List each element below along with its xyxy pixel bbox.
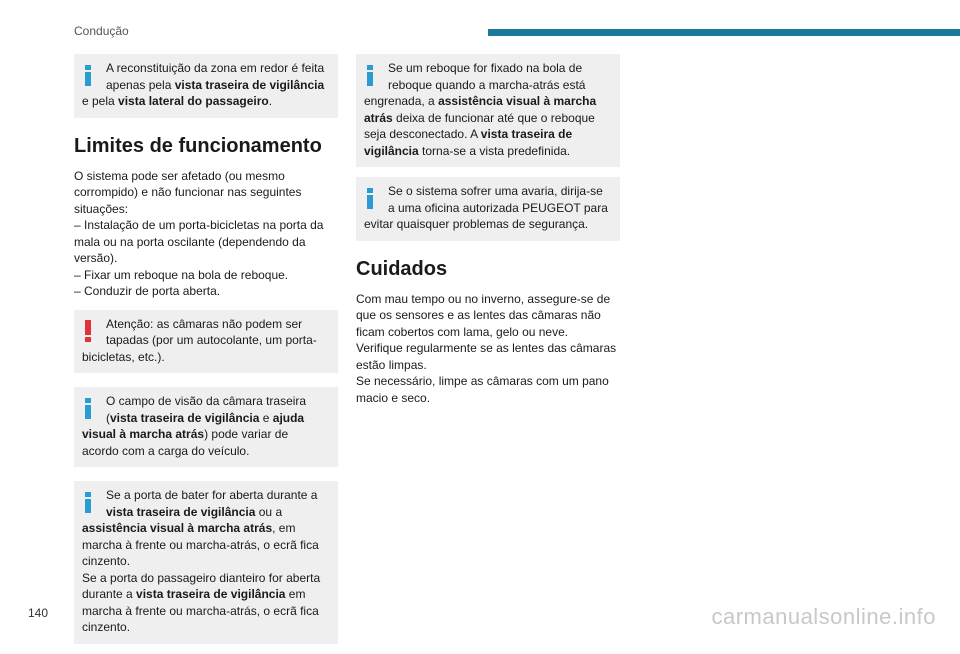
info-icon — [84, 492, 92, 512]
limits-intro: O sistema pode ser afetado (ou mesmo corrompido) e não funcionar nas seguintes situações: — [74, 168, 302, 216]
right-column — [356, 54, 620, 412]
info-note-field-of-view: O campo de visão da câmara traseira (vista traseira de vigilância e ajuda visual à marcha atrás) pode variar de acordo com a carga do veículo. — [74, 387, 338, 467]
info-note-trailer: Se um reboque for fixado na bola de reboque quando a marcha-atrás está engrenada, a assistência visual à marcha atrás deixa de funcionar até que o reboque seja desconectado. A vista traseira de vigilância torna-se a vista predefinida. — [356, 54, 620, 167]
info-icon — [366, 65, 374, 85]
section-title: Condução — [74, 24, 129, 38]
left-column — [74, 54, 338, 654]
info-icon — [84, 65, 92, 85]
watermark-text: carmanualsonline.info — [711, 604, 936, 629]
info-icon — [366, 188, 374, 208]
info-note-door-open: Se a porta de bater for aberta durante a vista traseira de vigilância ou a assistência visual à marcha atrás, em marcha à frente ou marcha-atrás, o ecrã fica cinzento. Se a porta do passageiro dianteiro for aberta durante a vista traseira de vigilância em marcha à frente ou marcha-atrás, o ecrã fica cinzento. — [74, 481, 338, 644]
info-note-fault: Se o sistema sofrer uma avaria, dirija-se a uma oficina autorizada PEUGEOT para evitar quaisquer problemas de segurança. — [356, 177, 620, 241]
info-note-reconstruction: A reconstituição da zona em redor é feita apenas pela vista traseira de vigilância e pela vista lateral do passageiro. — [74, 54, 338, 118]
care-heading: Cuidados — [356, 257, 448, 280]
info-icon — [84, 398, 92, 418]
care-paragraph: Se necessário, limpe as câmaras com um pano macio e seco. — [356, 374, 609, 405]
warning-icon — [84, 321, 92, 341]
limits-item: – Fixar um reboque na bola de reboque. — [74, 267, 289, 282]
limits-item: – Instalação de um porta-bicicletas na porta da mala ou na porta oscilante (dependendo da versão). — [74, 218, 324, 265]
page-number: 140 — [28, 606, 49, 620]
care-paragraph: Com mau tempo ou no inverno, assegure-se de que os sensores e as lentes das câmaras não ficam cobertos com lama, gelo ou neve. — [356, 291, 611, 339]
warning-note: Atenção: as câmaras não podem ser tapadas (por um autocolante, um porta-bicicletas, etc.). — [74, 310, 338, 374]
limits-heading: Limites de funcionamento — [74, 134, 322, 157]
limits-item: – Conduzir de porta aberta. — [74, 284, 221, 298]
header-accent-bar — [488, 29, 960, 36]
care-paragraph: Verifique regularmente se as lentes das câmaras estão limpas. — [356, 341, 617, 372]
